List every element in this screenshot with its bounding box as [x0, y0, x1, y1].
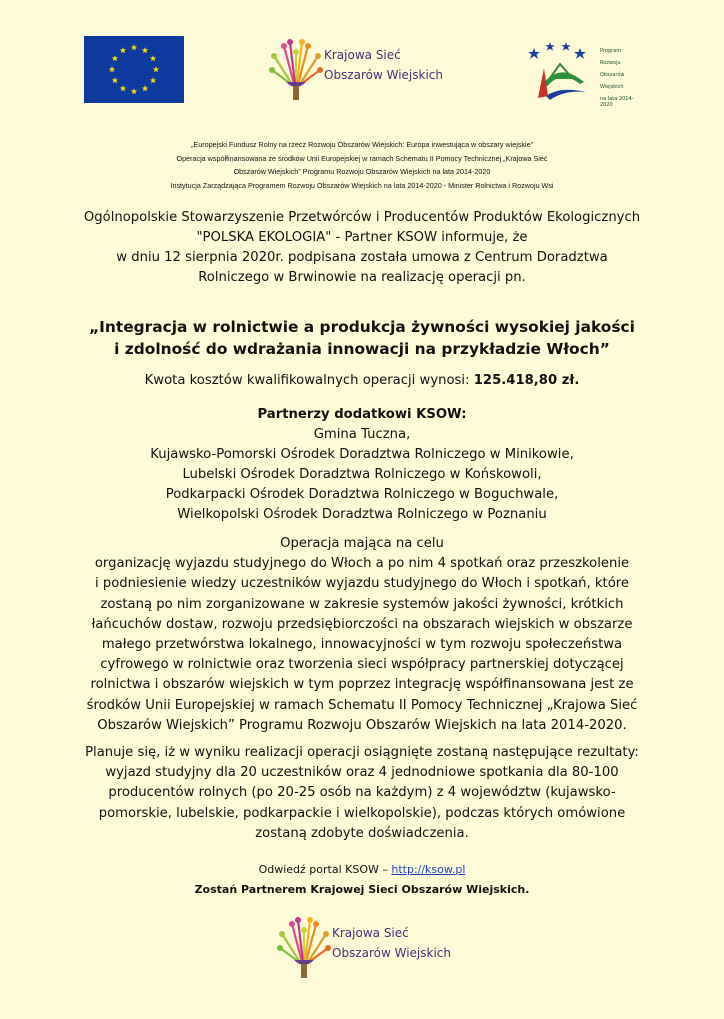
ksow-flower-icon [274, 912, 334, 982]
footer-cta: Zostań Partnerem Krajowej Sieci Obszarów Wiejskich. [194, 883, 530, 896]
eu-star [109, 66, 115, 72]
funding-statement [60, 138, 664, 192]
eu-flag-logo [84, 36, 184, 103]
results-paragraph [40, 743, 684, 844]
eu-star [150, 77, 156, 83]
operation-line: Obszarów Wiejskich” Programu Rozwoju Obszarów Wiejskich na lata 2014-2020. [97, 717, 627, 733]
intro-line-3: w dniu 12 sierpnia 2020r. podpisana została umowa z Centrum Doradztwa [116, 250, 608, 265]
partners-section [40, 405, 684, 525]
partner-item: Kujawsko-Pomorski Ośrodek Doradztwa Rolniczego w Minikowie, [150, 447, 574, 462]
operation-line: cyfrowego w rolnictwie oraz tworzenia sieci współpracy partnerskiej dotyczącej [100, 657, 624, 673]
eu-stars-icon [84, 36, 184, 103]
prow-line-1: Program [600, 48, 622, 54]
cost-label: Kwota kosztów kwalifikowalnych operacji wynosi: [144, 373, 474, 388]
results-line: wyjazd studyjny dla 20 uczestników oraz 4 jednodniowe spotkania dla 80-100 [105, 765, 619, 781]
eu-star [131, 44, 137, 50]
intro-line-1: Ogólnopolskie Stowarzyszenie Przetwórców i Producentów Produktów Ekologicznych [83, 210, 641, 225]
eu-star [153, 66, 159, 72]
ksow-logo [266, 34, 456, 104]
partners-heading: Partnerzy dodatkowi KSOW: [257, 407, 467, 422]
operation-line: rolnictwa i obszarów wiejskich w tym poprzez integrację współfinansowana jest ze [90, 677, 634, 693]
partner-item: Wielkopolski Ośrodek Doradztwa Rolniczego w Poznaniu [177, 507, 547, 522]
results-line: Planuje się, iż w wyniku realizacji operacji osiągnięte zostaną następujące rezultaty: [85, 745, 639, 760]
prow-line-3: Obszarów [600, 72, 625, 78]
partner-item: Gmina Tuczna, [313, 427, 411, 442]
eu-star [120, 85, 126, 91]
operation-title [40, 316, 684, 360]
funding-line-4: Instytucja Zarządzająca Programem Rozwoju Obszarów Wiejskich na lata 2014-2020 - Minister Rolnictwa i Rozwoju Wsi [170, 180, 554, 190]
ksow-logo-line2: Obszarów Wiejskich [324, 68, 443, 82]
footer-visit-label: Odwiedź portal KSOW – [258, 863, 392, 876]
operation-title-line-2: i zdolność do wdrażania innowacji na przykładzie Włoch” [114, 340, 610, 358]
header-logos [0, 34, 724, 106]
footer [40, 860, 684, 900]
prow-line-4: Wiejskich [600, 84, 624, 90]
eu-star [112, 77, 118, 83]
intro-line-2: "POLSKA EKOLOGIA" - Partner KSOW informuje, że [196, 230, 528, 245]
operation-line: zostaną po nim zorganizowane w zakresie systemów jakości żywności, krótkich [100, 596, 624, 612]
cost-amount: 125.418,80 zł. [473, 373, 580, 388]
operation-title-line-1: „Integracja w rolnictwie a produkcja żywności wysokiej jakości [89, 318, 635, 336]
footer-visit-line [40, 860, 684, 880]
ksow-link[interactable]: http://ksow.pl [391, 863, 466, 876]
funding-line-1: „Europejski Fundusz Rolny na rzecz Rozwoju Obszarów Wiejskich: Europa inwestująca w obszary wiejskie” [191, 140, 533, 149]
funding-line-3: Obszarów Wiejskich” Programu Rozwoju Obszarów Wiejskich na lata 2014-2020 [233, 167, 491, 176]
prow-logo-text [600, 42, 644, 108]
operation-line: organizację wyjazdu studyjnego do Włoch a po nim 4 spotkań oraz przeszkolenie [94, 556, 630, 572]
funding-line-2: Operacja współfinansowana ze środków Unii Europejskiej w ramach Schematu II Pomocy Technicznej „Krajowa Sieć [176, 153, 548, 163]
partner-item: Podkarpacki Ośrodek Doradztwa Rolniczego w Boguchwale, [165, 487, 559, 502]
eu-star [131, 88, 137, 94]
operation-line: środków Unii Europejskiej w ramach Schematu II Pomocy Technicznej „Krajowa Sieć [86, 697, 638, 713]
prow-logo [524, 38, 644, 108]
results-line: pomorskie, lubelskie, podkarpackie i wielkopolskie), podczas których omówione [98, 805, 626, 821]
prow-line-5: na lata 2014-2020 [600, 96, 634, 108]
ksow-logo-bottom-line2: Obszarów Wiejskich [332, 946, 451, 960]
ksow-logo-bottom [274, 912, 464, 982]
operation-line: łańcuchów dostaw, rozwoju przedsiębiorczości na obszarach wiejskich w obszarze [91, 616, 633, 632]
ksow-flower-icon [266, 34, 326, 104]
eu-star [150, 55, 156, 61]
eu-star [120, 47, 126, 53]
prow-line-2: Rozwoju [600, 60, 621, 66]
eu-star [142, 47, 148, 53]
eu-star [112, 55, 118, 61]
intro-line-4: Rolniczego w Brwinowie na realizację operacji pn. [198, 270, 526, 285]
ksow-logo-line1: Krajowa Sieć [324, 48, 401, 62]
operation-description [40, 534, 684, 736]
cost-line [40, 371, 684, 391]
results-line: producentów rolnych (po 20-25 osób na każdym) z 4 województw (kujawsko- [108, 785, 616, 801]
operation-line: Operacja mająca na celu [280, 536, 444, 551]
eu-star [142, 85, 148, 91]
operation-line: małego przetwórstwa lokalnego, innowacyjności w tym rozwoju społeczeństwa [101, 637, 623, 653]
partner-item: Lubelski Ośrodek Doradztwa Rolniczego w Końskowoli, [182, 467, 542, 482]
ksow-logo-bottom-line1: Krajowa Sieć [332, 926, 409, 940]
operation-line: i podniesienie wiedzy uczestników wyjazdu studyjnego do Włoch i spotkań, które [94, 576, 630, 592]
results-line: zostaną zdobyte doświadczenia. [255, 825, 469, 841]
intro-paragraph [40, 208, 684, 288]
prow-emblem-icon [524, 38, 596, 104]
